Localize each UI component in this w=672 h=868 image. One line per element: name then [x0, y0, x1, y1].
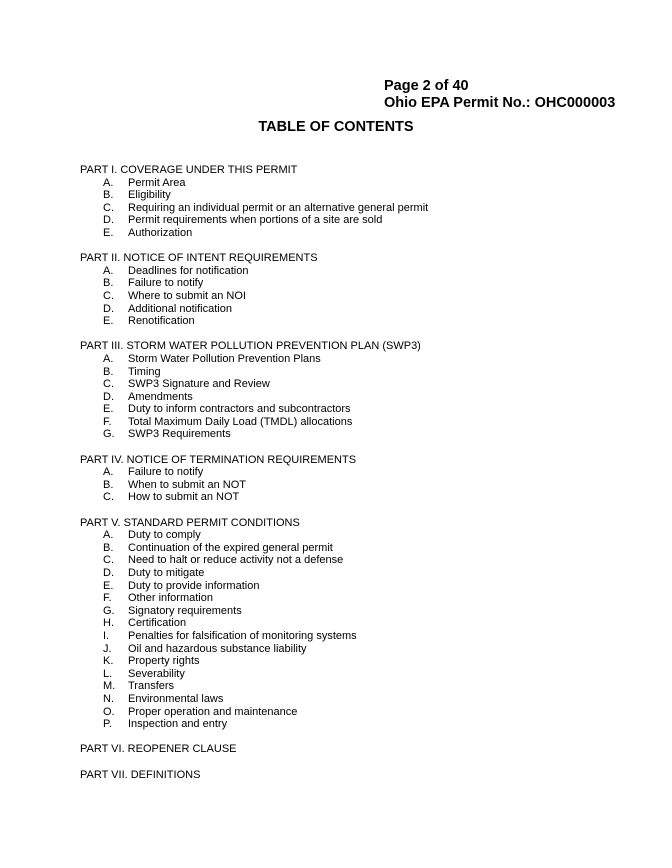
toc-item	[80, 554, 428, 567]
toc-item-text: Severability	[128, 667, 185, 680]
toc-item-letter: I.	[103, 629, 110, 642]
toc-item	[80, 668, 428, 681]
toc-item	[80, 277, 428, 290]
toc-item-letter: K.	[103, 655, 114, 668]
toc-part-title: PART II. NOTICE OF INTENT REQUIREMENTS	[80, 252, 318, 265]
toc-item-text: Certification	[128, 617, 187, 630]
toc-item-letter: D.	[103, 214, 114, 227]
toc-item-letter: H.	[103, 617, 114, 630]
toc-item-letter: E.	[103, 579, 114, 592]
toc-item	[80, 214, 428, 227]
toc-item-letter: C.	[103, 201, 114, 214]
toc-item-text: Timing	[128, 365, 161, 378]
toc-item	[80, 605, 428, 618]
toc-item-letter: F.	[103, 592, 112, 605]
toc-part-title: PART IV. NOTICE OF TERMINATION REQUIREMENTS	[80, 453, 357, 466]
toc-item-text: Amendments	[128, 390, 193, 403]
toc-item	[80, 428, 428, 441]
toc-item-letter: N.	[103, 692, 114, 705]
toc-item	[80, 466, 428, 479]
toc-part	[80, 743, 428, 756]
toc-item-letter: B.	[103, 277, 114, 290]
toc-item-text: Authorization	[128, 226, 193, 239]
toc-item-text: When to submit an NOT	[128, 478, 246, 491]
toc-part	[80, 517, 428, 731]
toc-part	[80, 454, 428, 504]
page-number: Page 2 of 40	[384, 78, 469, 94]
toc-item	[80, 529, 428, 542]
toc-item-letter: B.	[103, 365, 114, 378]
toc-part-title: PART V. STANDARD PERMIT CONDITIONS	[80, 516, 300, 529]
toc-item-letter: F.	[103, 415, 112, 428]
toc-part	[80, 252, 428, 328]
toc-item-text: Duty to provide information	[128, 579, 260, 592]
toc-item	[80, 479, 428, 492]
toc-item-text: Failure to notify	[128, 277, 204, 290]
toc-item-text: Transfers	[128, 680, 175, 693]
toc-item	[80, 592, 428, 605]
toc-item-text: Failure to notify	[128, 466, 204, 479]
toc-item	[80, 655, 428, 668]
toc-item-text: Requiring an individual permit or an alternative general permit	[128, 201, 429, 214]
toc-item-letter: D.	[103, 302, 114, 315]
toc-item-text: Permit Area	[128, 176, 186, 189]
toc-item-text: Property rights	[128, 655, 200, 668]
toc-item-letter: L.	[103, 667, 113, 680]
toc-item	[80, 491, 428, 504]
toc-item-letter: A.	[103, 529, 114, 542]
toc-item	[80, 353, 428, 366]
toc-item-text: Signatory requirements	[128, 604, 242, 617]
toc-item	[80, 202, 428, 215]
toc-item-text: Inspection and entry	[128, 718, 228, 731]
toc-part-title: PART I. COVERAGE UNDER THIS PERMIT	[80, 164, 298, 176]
toc-item	[80, 680, 428, 693]
toc-item	[80, 378, 428, 391]
permit-number: Ohio EPA Permit No.: OHC000003	[384, 95, 616, 111]
toc-item-letter: P.	[103, 718, 112, 731]
toc-item-text: Duty to inform contractors and subcontractors	[128, 403, 351, 416]
toc-item-text: Renotification	[128, 315, 195, 328]
toc-part-title: PART VII. DEFINITIONS	[80, 768, 201, 781]
toc-item-text: Additional notification	[128, 302, 232, 315]
toc-item-text: Oil and hazardous substance liability	[128, 642, 307, 655]
toc-item-text: Proper operation and maintenance	[128, 705, 298, 718]
toc-part-title: PART VI. REOPENER CLAUSE	[80, 743, 237, 756]
toc-item	[80, 706, 428, 719]
toc-item	[80, 303, 428, 316]
toc-item-letter: C.	[103, 378, 114, 391]
toc-part	[80, 164, 428, 240]
toc-item-letter: G.	[103, 428, 115, 441]
page-header	[384, 78, 615, 112]
toc-item-letter: A.	[103, 466, 114, 479]
toc-item	[80, 265, 428, 278]
toc-item-text: How to submit an NOT	[128, 491, 240, 504]
toc-item-letter: E.	[103, 315, 114, 328]
toc-item	[80, 580, 428, 593]
toc-part	[80, 340, 428, 441]
toc-item	[80, 315, 428, 328]
toc-item-text: Permit requirements when portions of a site are sold	[128, 214, 383, 227]
toc-item-letter: C.	[103, 554, 114, 567]
toc-item	[80, 416, 428, 429]
toc-item	[80, 718, 428, 731]
toc-item-letter: A.	[103, 176, 114, 189]
toc-item-letter: O.	[103, 705, 115, 718]
toc-item-text: Continuation of the expired general permit	[128, 541, 333, 554]
toc-item-letter: B.	[103, 189, 114, 202]
toc-item	[80, 542, 428, 555]
toc-item	[80, 630, 428, 643]
toc-item-text: Storm Water Pollution Prevention Plans	[128, 352, 321, 365]
toc-item	[80, 567, 428, 580]
toc-item-text: Other information	[128, 592, 213, 605]
toc-item-text: Penalties for falsification of monitoring systems	[128, 629, 357, 642]
toc-item	[80, 227, 428, 240]
toc-item-text: Environmental laws	[128, 692, 224, 705]
toc-item	[80, 403, 428, 416]
toc-item-text: Need to halt or reduce activity not a defense	[128, 554, 344, 567]
toc-item-letter: A.	[103, 264, 114, 277]
toc-item-text: SWP3 Requirements	[128, 428, 231, 441]
toc-item	[80, 177, 428, 190]
toc-item	[80, 391, 428, 404]
toc-item-letter: E.	[103, 226, 114, 239]
toc-item-letter: B.	[103, 541, 114, 554]
toc-item-text: Eligibility	[128, 189, 171, 202]
toc-item	[80, 693, 428, 706]
toc-item-text: Duty to mitigate	[128, 567, 205, 579]
toc-item-letter: B.	[103, 478, 114, 491]
toc-item-letter: M.	[103, 680, 116, 693]
table-of-contents	[80, 164, 428, 794]
toc-part-title: PART III. STORM WATER POLLUTION PREVENTION PLAN (SWP3)	[80, 340, 421, 353]
toc-item-letter: E.	[103, 403, 114, 416]
toc-item-letter: C.	[103, 289, 114, 302]
toc-item	[80, 290, 428, 303]
toc-item-letter: G.	[103, 604, 115, 617]
toc-item-letter: J.	[103, 642, 112, 655]
toc-item-letter: C.	[103, 491, 114, 504]
toc-part	[80, 769, 428, 782]
toc-item-text: Duty to comply	[128, 529, 201, 542]
toc-item-letter: D.	[103, 390, 114, 403]
toc-item-text: Where to submit an NOI	[128, 289, 246, 302]
toc-item-text: Total Maximum Daily Load (TMDL) allocations	[128, 415, 353, 428]
toc-item-text: Deadlines for notification	[128, 264, 249, 277]
toc-item	[80, 617, 428, 630]
toc-item	[80, 189, 428, 202]
toc-item-text: SWP3 Signature and Review	[128, 378, 270, 391]
toc-item	[80, 366, 428, 379]
toc-title: TABLE OF CONTENTS	[258, 119, 414, 135]
toc-item	[80, 643, 428, 656]
toc-item-letter: A.	[103, 352, 114, 365]
toc-item-letter: D.	[103, 567, 114, 579]
